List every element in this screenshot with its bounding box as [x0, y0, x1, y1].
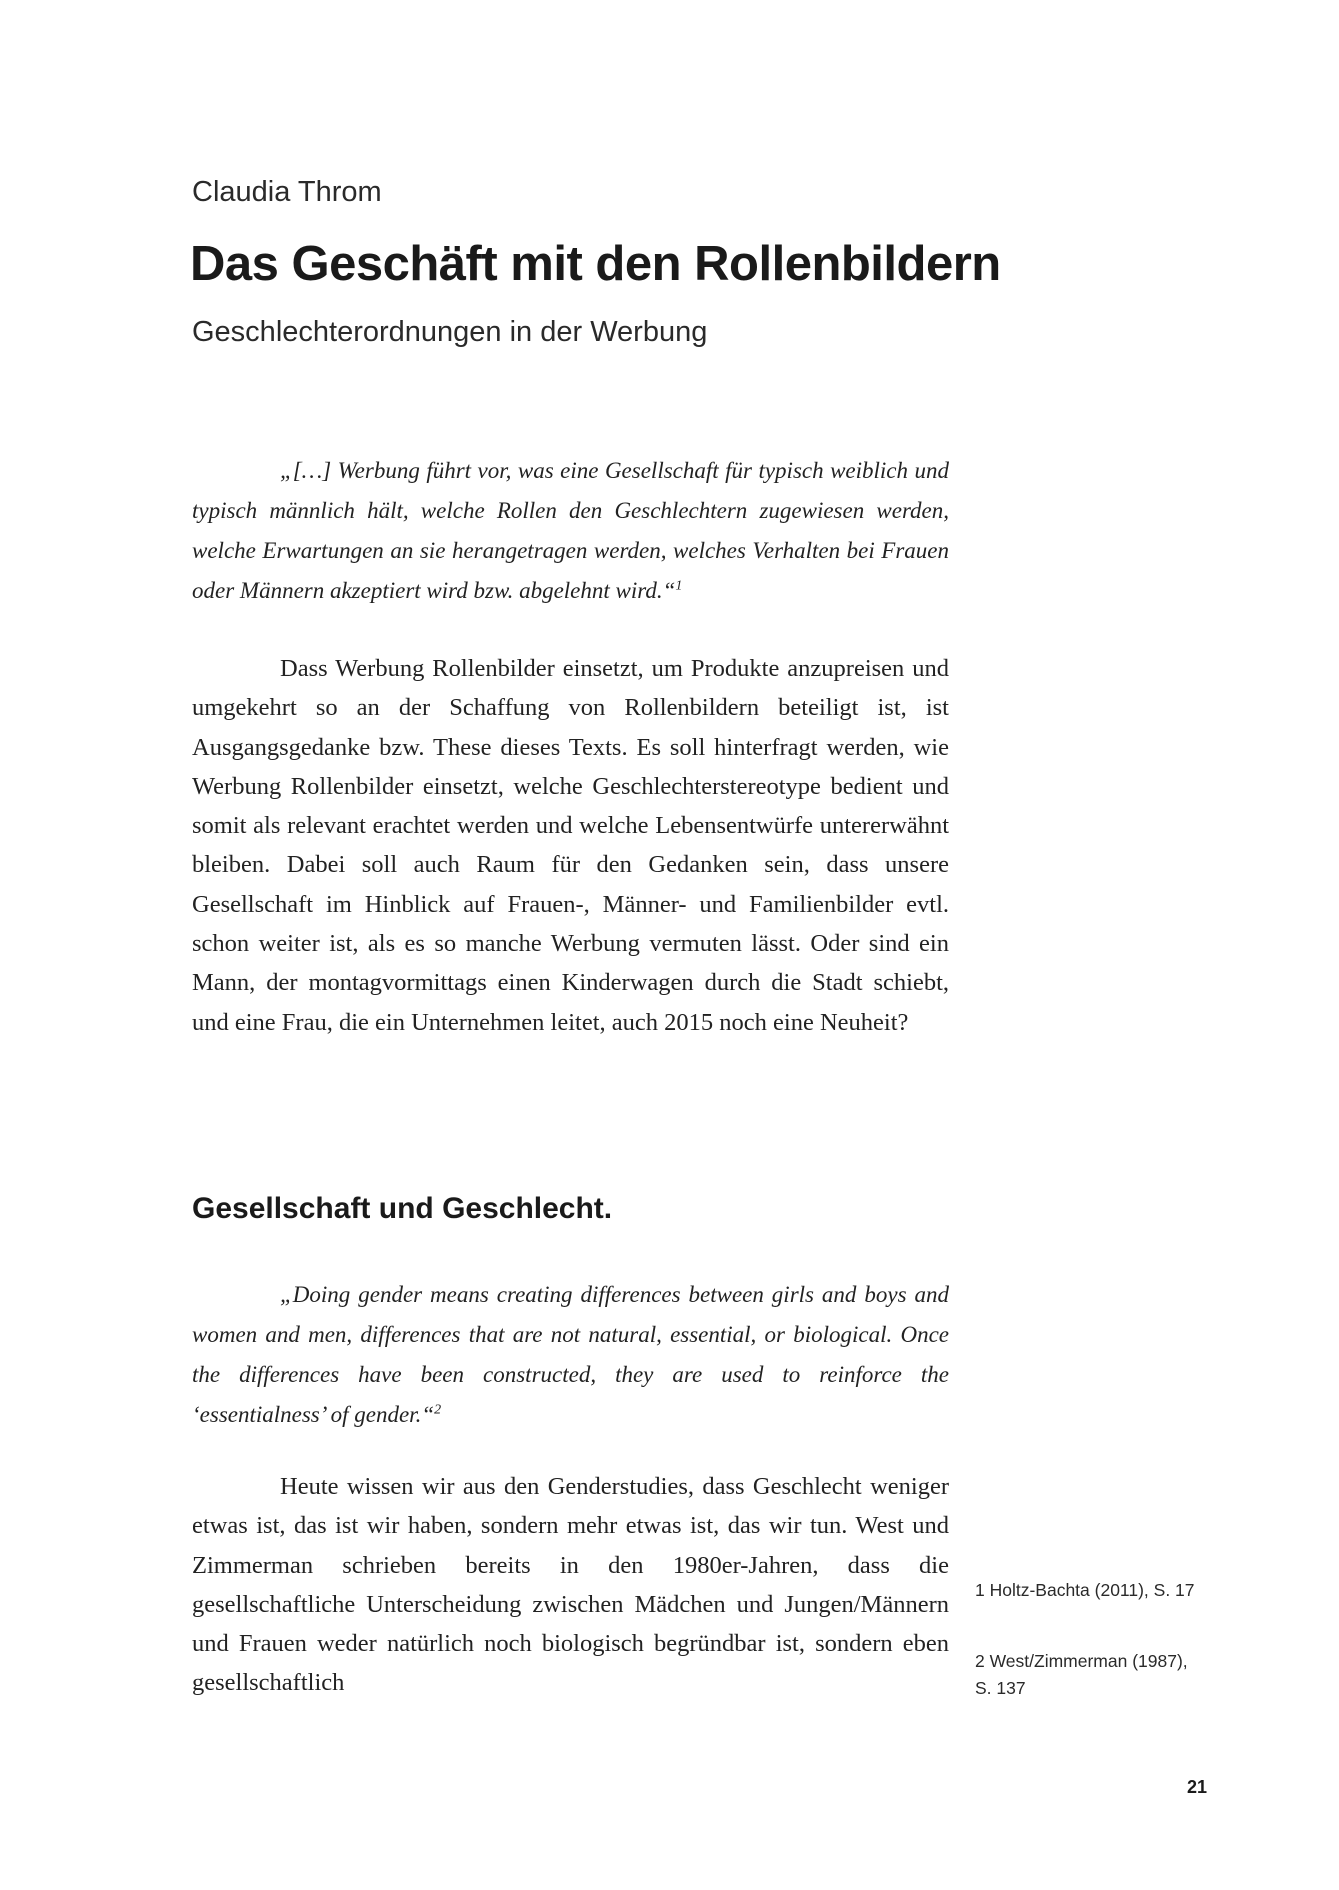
opening-quote: [192, 451, 949, 611]
intro-paragraph: [192, 649, 949, 1042]
article-subtitle: Geschlechterordnungen in der Werbung: [192, 316, 708, 348]
footnote-2: 2 West/Zimmerman (1987), S. 137: [975, 1651, 1188, 1698]
section-heading: Gesellschaft und Geschlecht.: [192, 1192, 613, 1225]
footnote-ref-2[interactable]: 2: [434, 1402, 442, 1418]
footnote-1: 1 Holtz-Bachta (2011), S. 17: [975, 1580, 1195, 1600]
section-quote-text: „Doing gender means creating differences between girls and boys and women and men, differences that are not natural, essential, or biological. Once the differences have been constructed, they are used to reinforce the ‘essentialness’ of gender.“: [192, 1282, 949, 1427]
footnote-ref-1[interactable]: 1: [675, 578, 683, 594]
article-title: Das Geschäft mit den Rollenbildern: [190, 237, 1001, 291]
author-name: Claudia Throm: [192, 176, 382, 208]
page-number: 21: [1187, 1777, 1208, 1797]
section-paragraph-text: Heute wissen wir aus den Genderstudies, dass Geschlecht weniger etwas ist, das ist wir haben, sondern mehr etwas ist, das wir tun. West und Zimmerman schrieben bereits in den 1980er-Jahren, dass die gesellschaftliche Unterscheidung zwischen Mädchen und Jungen/Männern und Frauen weder natürlich noch biologisch begründbar ist, sondern eben gesellschaftlich: [192, 1473, 949, 1697]
section-paragraph: [192, 1467, 949, 1703]
opening-quote-text: „[…] Werbung führt vor, was eine Gesellschaft für typisch weiblich und typisch männlich hält, welche Rollen den Geschlechtern zugewiesen werden, welche Erwartungen an sie herangetragen werden, welches Verhalten bei Frauen oder Männern akzeptiert wird bzw. abgelehnt wird.“: [192, 458, 949, 603]
intro-paragraph-text: Dass Werbung Rollenbilder einsetzt, um Produkte anzupreisen und umgekehrt so an der Schaffung von Rollenbildern beteiligt ist, ist Ausgangsgedanke bzw. These dieses Texts. Es soll hinterfragt werden, wie Werbung Rollenbilder einsetzt, welche Geschlechterstereotype bedient und somit als relevant erachtet werden und welche Lebensentwürfe untererwähnt bleiben. Dabei soll auch Raum für den Gedanken sein, dass unsere Gesellschaft im Hinblick auf Frauen-, Männer- und Familienbilder evtl. schon weiter ist, als es so manche Werbung vermuten lässt. Oder sind ein Mann, der montagvormittags einen Kinderwagen durch die Stadt schiebt, und eine Frau, die ein Unternehmen leitet, auch 2015 noch eine Neuheit?: [192, 655, 949, 1036]
section-quote: [192, 1275, 949, 1435]
